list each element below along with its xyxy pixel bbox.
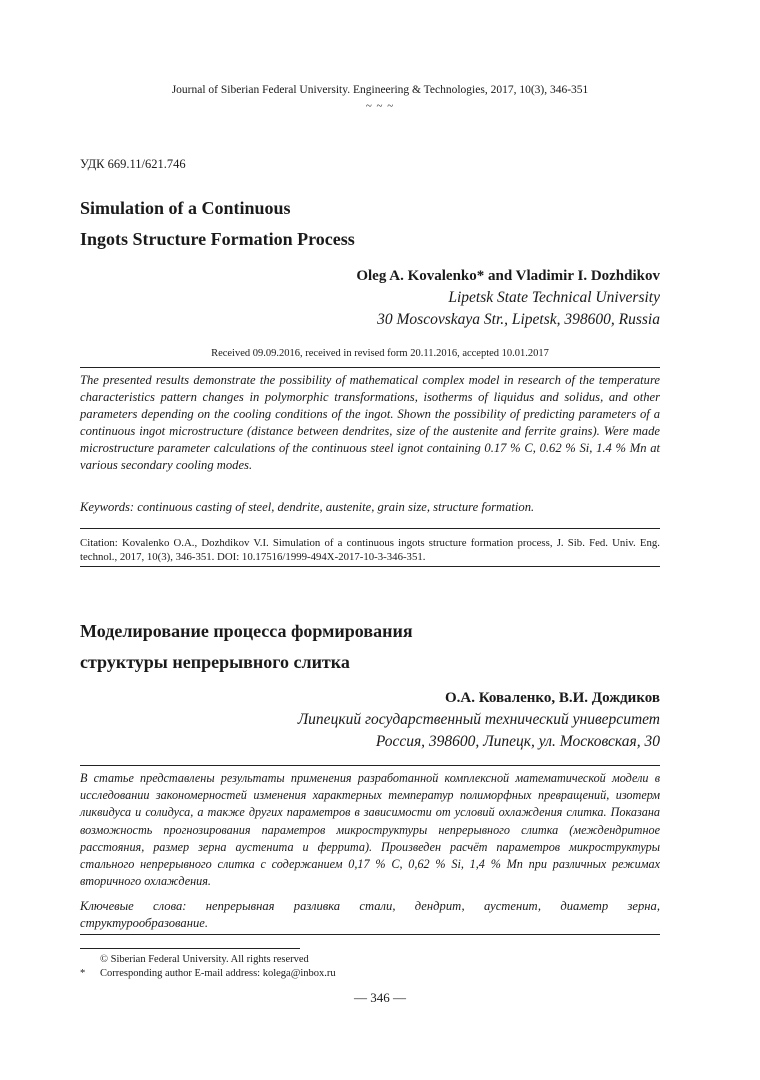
footnote-separator xyxy=(80,948,300,949)
authors-block-en xyxy=(356,265,660,331)
abstract-ru: В статье представлены результаты применения разработанной комплексной математической модели в исследовании закономерностей изменения характерных температур полиморфных превращений, изотерм ликвидуса и солидуса, а также других параметров в зависимости от условий охлаждения слитка. Показана возможность прогнозирования параметров микроструктуры непрерывного слитка (междендритное расстояния, размер зерна аустенита и феррита). Произведен расчёт параметров микроструктуры стального непрерывного слитка с содержанием 0,17 % С, 0,62 % Si, 1,4 % Mn при различных режимах вторичного охлаждения. xyxy=(80,771,660,889)
title-ru-line1: Моделирование процесса формирования xyxy=(80,621,413,641)
page-number: — 346 — xyxy=(354,990,406,1005)
footnotes xyxy=(80,953,336,981)
authors-ru: О.А. Коваленко, В.И. Дождиков xyxy=(444,690,660,706)
affiliation-ru: Липецкий государственный технический университет xyxy=(297,711,660,728)
article-title-en xyxy=(80,193,640,255)
footnote-corresponding xyxy=(80,967,336,981)
journal-header: Journal of Siberian Federal University. Engineering & Technologies, 2017, 10(3), 346-351 xyxy=(171,84,589,96)
title-en-line2: Ingots Structure Formation Process xyxy=(80,229,355,249)
header-separator: ~ ~ ~ xyxy=(365,100,395,112)
corresponding-author-email: Corresponding author E-mail address: kolega@inbox.ru xyxy=(100,968,336,979)
abstract-en: The presented results demonstrate the possibility of mathematical complex model in research of the temperature characteristics pattern changes in polymorphic transformations, isotherms of liquidus and solidus, and other parameters depending on the cooling conditions of the ingot. Shown the possibility of predicting parameters of a continuous ingot microstructure (distance between dendrites, size of the austenite and ferrite grains). Were made microstructure parameter calculations of the continuous steel ignot containing 0.17 % C, 0.62 % Si, 1.4 % Mn at various secondary cooling modes. xyxy=(80,373,660,472)
authors-block-ru xyxy=(298,687,660,753)
affiliation-en: Lipetsk State Technical University xyxy=(448,289,660,306)
keywords-ru: Ключевые слова: непрерывная разливка стали, дендрит, аустенит, диаметр зерна, структурообразование. xyxy=(80,899,660,930)
address-ru: Россия, 398600, Липецк, ул. Московская, 30 xyxy=(375,733,660,750)
udc-code: УДК 669.11/621.746 xyxy=(80,157,186,171)
keywords-en: Keywords: continuous casting of steel, dendrite, austenite, grain size, structure formation. xyxy=(80,500,535,514)
title-ru-line2: структуры непрерывного слитка xyxy=(80,652,350,672)
footnote-mark: * xyxy=(80,968,86,979)
article-title-ru xyxy=(80,616,640,678)
received-dates: Received 09.09.2016, received in revised form 20.11.2016, accepted 10.01.2017 xyxy=(211,348,549,359)
divider-citation-bottom xyxy=(80,566,660,567)
divider-citation-top xyxy=(80,528,660,529)
authors-en: Oleg A. Kovalenko* and Vladimir I. Dozhdikov xyxy=(356,268,660,284)
address-en: 30 Moscovskaya Str., Lipetsk, 398600, Russia xyxy=(377,311,660,328)
copyright-text: © Siberian Federal University. All rights reserved xyxy=(100,954,309,965)
divider-abstract-top xyxy=(80,367,660,368)
citation: Citation: Kovalenko O.A., Dozhdikov V.I. Simulation of a continuous ingots structure formation process, J. Sib. Fed. Univ. Eng. technol., 2017, 10(3), 346-351. DOI: 10.17516/1999-494X-2017-10-3-346-351. xyxy=(80,537,660,563)
divider-keywords-ru-bottom xyxy=(80,934,660,935)
divider-abstract-ru-top xyxy=(80,765,660,766)
footnote-copyright xyxy=(80,953,336,967)
title-en-line1: Simulation of a Continuous xyxy=(80,198,291,218)
